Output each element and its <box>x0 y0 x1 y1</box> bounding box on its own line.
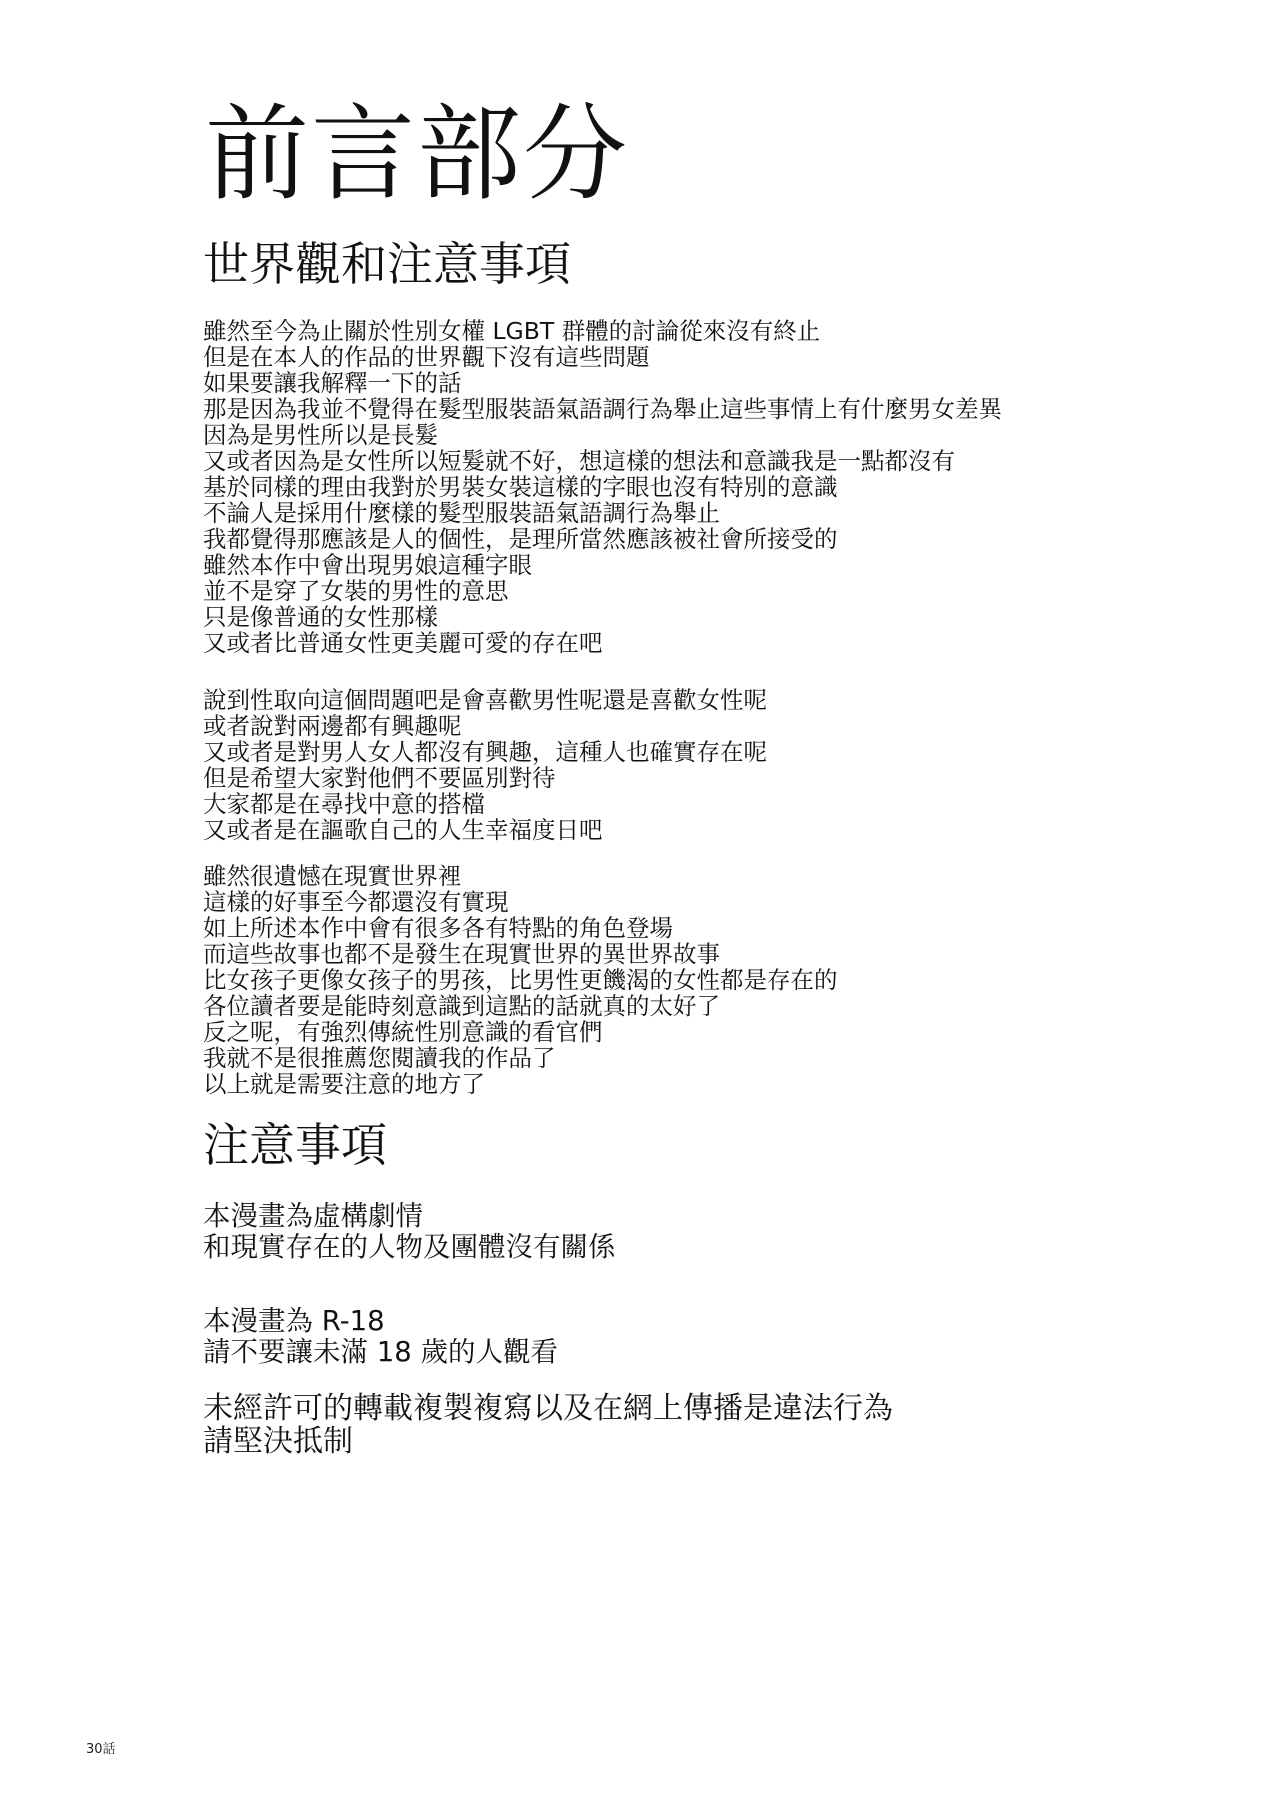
page-number: 30話 <box>86 1742 116 1757</box>
page-title: 前言部分 <box>205 93 630 215</box>
text-line: 說到性取向這個問題吧是會喜歡男性呢還是喜歡女性呢 <box>203 686 767 714</box>
text-line: 又或者因為是女性所以短髮就不好，想這樣的想法和意識我是一點都沒有 <box>203 447 955 475</box>
text-line: 又或者是在謳歌自己的人生幸福度日吧 <box>203 816 603 844</box>
text-line: 如果要讓我解釋一下的話 <box>203 369 462 397</box>
text-line: 只是像普通的女性那樣 <box>203 603 438 631</box>
notice-fiction <box>203 1201 616 1263</box>
text-line: 我都覺得那應該是人的個性，是理所當然應該被社會所接受的 <box>203 525 838 553</box>
text-line: 大家都是在尋找中意的搭檔 <box>203 790 485 818</box>
section-heading-worldview: 世界觀和注意事項 <box>203 237 571 291</box>
text-line: 請堅決抵制 <box>203 1424 353 1459</box>
text-line: 和現實存在的人物及團體沒有關係 <box>203 1231 616 1263</box>
worldview-paragraph-3 <box>203 863 838 1097</box>
notice-copyright <box>203 1392 893 1458</box>
text-line: 如上所述本作中會有很多各有特點的角色登場 <box>203 914 673 942</box>
text-line: 雖然本作中會出現男娘這種字眼 <box>203 551 532 579</box>
text-line: 或者說對兩邊都有興趣呢 <box>203 712 462 740</box>
section-heading-notes: 注意事項 <box>203 1118 387 1172</box>
notice-age-rating <box>203 1306 558 1368</box>
text-line: 我就不是很推薦您閱讀我的作品了 <box>203 1044 556 1072</box>
text-line: 以上就是需要注意的地方了 <box>203 1070 485 1098</box>
text-line: 本漫畫為 R-18 <box>203 1305 385 1337</box>
text-line: 請不要讓未滿 18 歲的人觀看 <box>203 1336 558 1368</box>
text-line: 基於同樣的理由我對於男裝女裝這樣的字眼也沒有特別的意識 <box>203 473 838 501</box>
text-line: 本漫畫為虛構劇情 <box>203 1200 423 1232</box>
text-line: 因為是男性所以是長髮 <box>203 421 438 449</box>
worldview-paragraph-1 <box>203 318 1002 656</box>
text-line: 不論人是採用什麼樣的髮型服裝語氣語調行為舉止 <box>203 499 720 527</box>
text-line: 比女孩子更像女孩子的男孩，比男性更饑渴的女性都是存在的 <box>203 966 838 994</box>
text-line: 那是因為我並不覺得在髮型服裝語氣語調行為舉止這些事情上有什麼男女差異 <box>203 395 1002 423</box>
text-line: 而這些故事也都不是發生在現實世界的異世界故事 <box>203 940 720 968</box>
text-line: 這樣的好事至今都還沒有實現 <box>203 888 509 916</box>
text-line: 並不是穿了女裝的男性的意思 <box>203 577 509 605</box>
text-line: 雖然很遺憾在現實世界裡 <box>203 862 462 890</box>
text-line: 各位讀者要是能時刻意識到這點的話就真的太好了 <box>203 992 720 1020</box>
text-line: 但是希望大家對他們不要區別對待 <box>203 764 556 792</box>
worldview-paragraph-2 <box>203 687 767 843</box>
text-line: 反之呢，有強烈傳統性別意識的看官們 <box>203 1018 603 1046</box>
text-line: 又或者是對男人女人都沒有興趣，這種人也確實存在呢 <box>203 738 767 766</box>
text-line: 未經許可的轉載複製複寫以及在網上傳播是違法行為 <box>203 1391 893 1426</box>
text-line: 但是在本人的作品的世界觀下沒有這些問題 <box>203 343 650 371</box>
text-line: 又或者比普通女性更美麗可愛的存在吧 <box>203 629 603 657</box>
text-line: 雖然至今為止關於性別女權 LGBT 群體的討論從來沒有終止 <box>203 317 821 345</box>
